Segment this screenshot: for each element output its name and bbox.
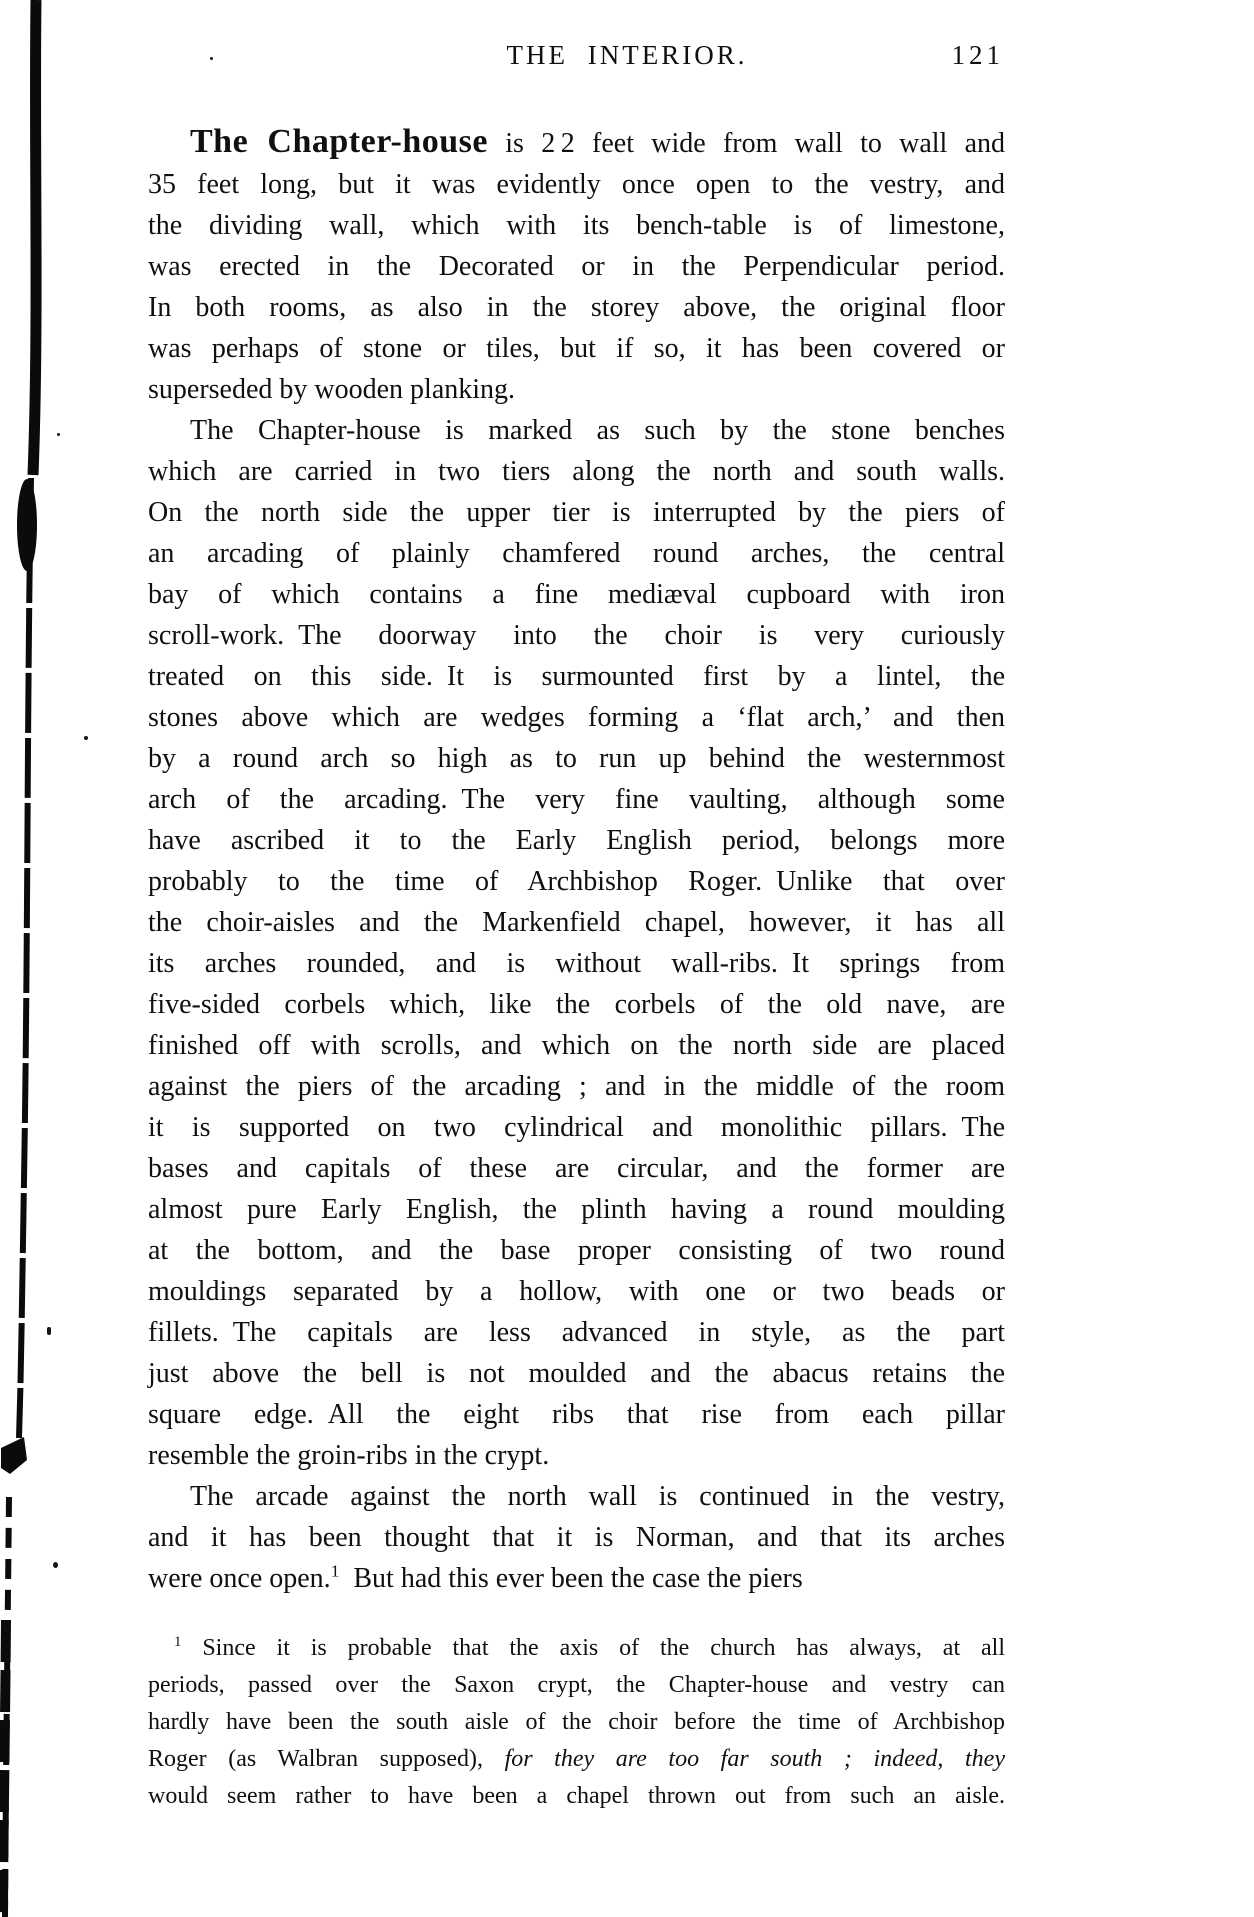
ink-speck [84, 736, 88, 740]
text-line: an arcading of plainly chamfered round arches, the central [148, 538, 1005, 569]
running-header-title: THE INTERIOR. [506, 40, 748, 70]
text-line: square edge. All the eight ribs that rise from each pillar [148, 1399, 1005, 1430]
text-line: scroll-work. The doorway into the choir is very curiously [148, 620, 1005, 651]
text-line: its arches rounded, and is without wall-ribs. It springs from [148, 948, 1005, 979]
text-line: was perhaps of stone or tiles, but if so, it has been covered or [148, 333, 1005, 364]
footnote [148, 1630, 1005, 1815]
text-line: and it has been thought that it is Norman, and that its arches [148, 1522, 1005, 1553]
text-line: the choir-aisles and the Markenfield chapel, however, it has all [148, 907, 1005, 938]
text-line: was erected in the Decorated or in the Perpendicular period. [148, 251, 1005, 282]
text-line: by a round arch so high as to run up behind the westernmost [148, 743, 1005, 774]
text-line: $^1$ Since it is probable that the axis of the church has always, at all [174, 1634, 1005, 1661]
ink-speck [57, 433, 60, 436]
text-line: the dividing wall, which with its bench-table is of limestone, [148, 210, 1005, 241]
ink-speck [53, 1562, 58, 1568]
text-line: almost pure Early English, the plinth having a round moulding [148, 1194, 1005, 1225]
text-line: finished off with scrolls, and which on the north side are placed [148, 1030, 1005, 1061]
text-line: periods, passed over the Saxon crypt, the Chapter-house and vestry can [148, 1672, 1005, 1698]
text-line: 35 feet long, but it was evidently once open to the vestry, and [148, 169, 1005, 200]
text-line: bay of which contains a fine mediæval cupboard with iron [148, 579, 1005, 610]
text-line: it is supported on two cylindrical and monolithic pillars. The [148, 1112, 1005, 1143]
page-header [0, 40, 1254, 84]
page-number: 121 [951, 40, 1004, 70]
text-line: The arcade against the north wall is continued in the vestry, [190, 1481, 1005, 1512]
text-line: bases and capitals of these are circular, and the former are [148, 1153, 1005, 1184]
binding-edge-artifact [0, 0, 60, 1917]
text-line: On the north side the upper tier is interrupted by the piers of [148, 497, 1005, 528]
text-line: resemble the groin-ribs in the crypt. [148, 1440, 550, 1471]
text-line: In both rooms, as also in the storey above, the original floor [148, 292, 1005, 323]
text-line: Roger (as Walbran supposed), for they are too far south ; indeed, they [148, 1746, 1005, 1772]
text-line: mouldings separated by a hollow, with one or two beads or [148, 1276, 1005, 1307]
text-line: were once open.$^1$ But had this ever been the case the piers [148, 1561, 803, 1594]
text-line: five-sided corbels which, like the corbels of the old nave, are [148, 989, 1005, 1020]
ink-speck [47, 1327, 51, 1335]
text-line: which are carried in two tiers along the north and south walls. [148, 456, 1005, 487]
body-text [148, 121, 1005, 1599]
text-line: just above the bell is not moulded and the abacus retains the [148, 1358, 1005, 1389]
text-line: stones above which are wedges forming a ‘flat arch,’ and then [148, 702, 1005, 733]
text-line: fillets. The capitals are less advanced in style, as the part [148, 1317, 1005, 1348]
text-line: at the bottom, and the base proper consisting of two round [148, 1235, 1005, 1266]
text-line: superseded by wooden planking. [148, 374, 516, 405]
text-line: arch of the arcading. The very fine vaulting, although some [148, 784, 1005, 815]
text-line: probably to the time of Archbishop Roger. Unlike that over [148, 866, 1005, 897]
text-line: The Chapter-house is marked as such by the stone benches [190, 415, 1005, 446]
text-line: have ascribed it to the Early English period, belongs more [148, 825, 1005, 856]
text-line: hardly have been the south aisle of the choir before the time of Archbishop [148, 1709, 1005, 1735]
text-line: against the piers of the arcading ; and in the middle of the room [148, 1071, 1005, 1102]
text-line: treated on this side. It is surmounted first by a lintel, the [148, 661, 1005, 692]
text-line: would seem rather to have been a chapel thrown out from such an aisle. [148, 1783, 1005, 1809]
text-line: The Chapter-house is 2 2 feet wide from wall to wall and [190, 123, 1005, 160]
